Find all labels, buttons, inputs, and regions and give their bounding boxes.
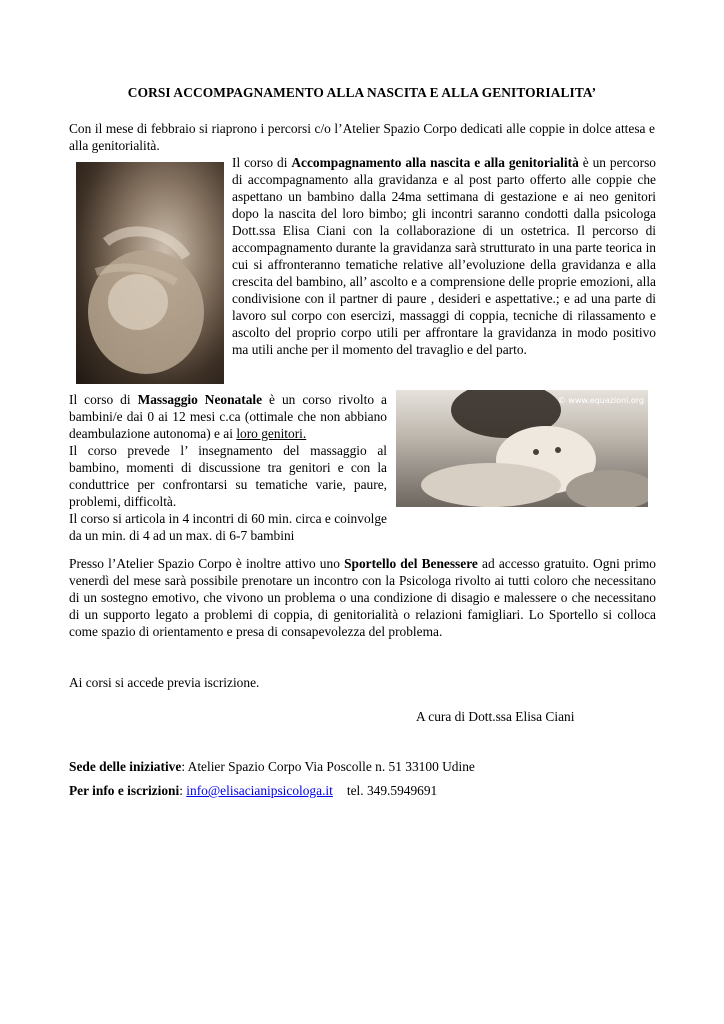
intro-paragraph: Con il mese di febbraio si riaprono i percorsi c/o l’Atelier Spazio Corpo dedicati alle coppie in dolce attesa e alla genitorialità.: [69, 121, 655, 153]
signature: A cura di Dott.ssa Elisa Ciani: [416, 709, 575, 724]
sede-line: [69, 758, 475, 775]
course1-prefix: Il corso di: [232, 155, 292, 170]
photo-watermark: © www.equazioni.org: [557, 396, 644, 405]
course1-name: Accompagnamento alla nascita e alla genitorialità: [291, 155, 579, 170]
course2-name: Massaggio Neonatale: [137, 392, 263, 407]
course2-body2: Il corso prevede l’ insegnamento del massaggio al bambino, momenti di discussione tra genitori e con la conduttrice per confrontarsi su tematiche varie, paure, problemi, difficoltà.: [69, 443, 387, 509]
info-sep: :: [179, 783, 187, 798]
sede-text: : Atelier Spazio Corpo Via Poscolle n. 51 33100 Udine: [181, 759, 475, 774]
sportello-prefix: Presso l’Atelier Spazio Corpo è inoltre attivo uno: [69, 556, 345, 571]
info-label: Per info e iscrizioni: [69, 783, 180, 798]
info-line: [69, 782, 437, 799]
phone-number: tel. 349.5949691: [346, 783, 438, 798]
course2-body1: è un corso rivolto a bambini/e dai 0 ai 12 mesi c.ca (ottimale che non abbiano deambulazione autonoma) e ai: [69, 392, 387, 441]
email-link[interactable]: info@elisacianipsicologa.it: [186, 783, 333, 798]
page-title: CORSI ACCOMPAGNAMENTO ALLA NASCITA E ALLA GENITORIALITA’: [127, 85, 597, 100]
iscrizione-note: Ai corsi si accede previa iscrizione.: [69, 675, 260, 690]
sportello-paragraph: [69, 555, 656, 640]
pregnant-belly-illustration: [76, 162, 224, 384]
course2-underlined: loro genitori.: [236, 426, 307, 441]
course-accompagnamento: [232, 154, 656, 358]
course1-body: è un percorso di accompagnamento alla gravidanza e al post parto offerto alle coppie che aspettano un bambino dalla 24ma settimana di gestazione e ai neo genitori dopo la nascita del loro bimbo; gli incontri saranno condotti dalla psicologa Dott.ssa Elisa Ciani con la collaborazione di un ostetrica. Il percorso di accompagnamento durante la gravidanza sarà strutturato in una parte teorica in cui si affronteranno tematiche relative all’evoluzione della gravidanza e alla crescita del bambino, all’ ascolto e a comprensione delle proprie emozioni, alla condivisione con il partner di paure , desideri e aspettative.; e ad una parte di lavoro sul corpo con esercizi, massaggi di coppia, tecniche di rilassamento e ascolto del proprio corpo utili per affrontare la gravidanza in modo positivo ma utili anche per il momento del travaglio e del parto.: [232, 155, 656, 357]
course2-prefix: Il corso di: [69, 392, 138, 407]
course2-body3: Il corso si articola in 4 incontri di 60 min. circa e coinvolge da un min. di 4 ad un max. di 6-7 bambini: [69, 511, 387, 543]
sede-label: Sede delle iniziative: [69, 759, 182, 774]
pregnant-woman-photo: [76, 162, 224, 384]
baby-massage-photo: [396, 390, 648, 507]
sportello-name: Sportello del Benessere: [344, 556, 478, 571]
course-massaggio: [69, 391, 387, 544]
sportello-body: ad accesso gratuito. Ogni primo venerdì del mese sarà possibile prenotare un incontro con la Psicologa rivolto ai tutti coloro che necessitano di un sostegno emotivo, che vivono un problema o una condizione di disagio e malessere o che necessitano di un supporto legato a problemi di coppia, di genitorialità o relazioni famigliari. Lo Sportello si colloca come spazio di orientamento e presa di consapevolezza del problema.: [69, 556, 656, 639]
